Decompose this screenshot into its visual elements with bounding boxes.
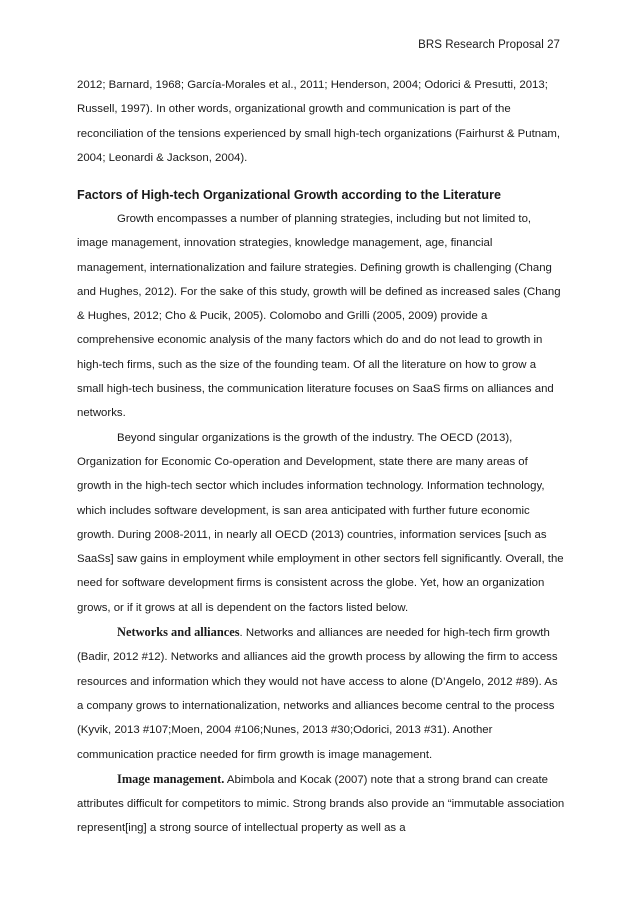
networks-text: . Networks and alliances are needed for high-tech firm growth (Badir, 2012 #12). Networks and alliances aid the growth process by allowing the firm to access resources and information which they would not have access to alone (D’Angelo, 2012 #89). As a company grows to internationalization, networks and alliances become central to the process (Kyvik, 2013 #107;Moen, 2004 #106;Nunes, 2013 #30;Odorici, 2013 #31). Another communication practice needed for firm growth is image management. (77, 627, 558, 761)
section-heading: Factors of High-tech Organizational Growth according to the Literature (77, 188, 502, 202)
image-management-heading: Image management. (117, 771, 225, 786)
networks-paragraph (77, 620, 565, 767)
networks-heading: Networks and alliances (117, 625, 240, 640)
image-management-text: Abimbola and Kocak (2007) note that a strong brand can create attributes difficult for competitors to mimic. Strong brands also provide an “immutable association represent[ing] a strong source of intellectual property as well as a (77, 773, 565, 835)
body-section (77, 207, 565, 841)
intro-paragraph (77, 73, 565, 170)
running-head: BRS Research Proposal 27 (418, 39, 560, 51)
image-management-paragraph (77, 767, 565, 841)
intro-paragraph-text: 2012; Barnard, 1968; García-Morales et al., 2011; Henderson, 2004; Odorici & Presutti, 2013; Russell, 1997). In other words, organizational growth and communication is part of the reconciliation of the tensions experienced by small high-tech organizations (Fairhurst & Putnam, 2004; Leonardi & Jackson, 2004). (77, 79, 561, 164)
growth-paragraph: Growth encompasses a number of planning strategies, including but not limited to, image management, innovation strategies, knowledge management, age, financial management, internationalization and failure strategies. Defining growth is challenging (Chang and Hughes, 2012). For the sake of this study, growth will be defined as increased sales (Chang & Hughes, 2012; Cho & Pucik, 2005). Colomobo and Grilli (2005, 2009) provide a comprehensive economic analysis of the many factors which do and do not lead to growth in high-tech firms, such as the size of the founding team. Of all the literature on how to grow a small high-tech business, the communication literature focuses on SaaS firms on alliances and networks. (77, 213, 561, 420)
industry-paragraph: Beyond singular organizations is the growth of the industry. The OECD (2013), Organization for Economic Co-operation and Development, state there are many areas of growth in the high-tech sector which includes information technology. Information technology, which includes software development, is san area anticipated with further future economic growth. During 2008-2011, in nearly all OECD (2013) countries, information services [such as SaaSs] saw gains in employment while employment in other sectors fell significantly. Overall, the need for software development firms is consistent across the globe. Yet, how an organization grows, or if it grows at all is dependent on the factors listed below. (77, 431, 564, 614)
